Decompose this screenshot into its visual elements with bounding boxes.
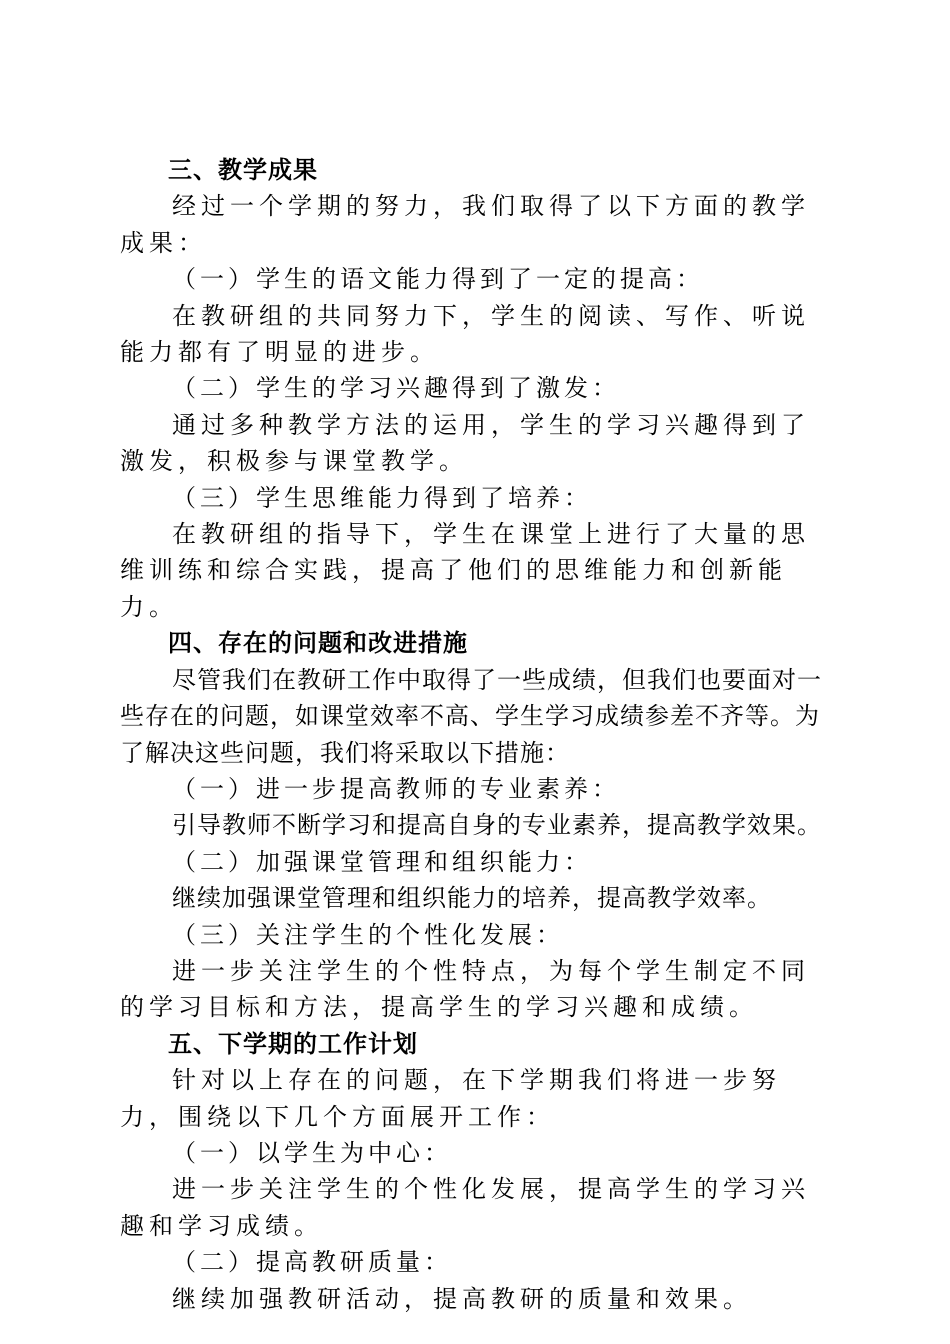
section-4-intro: 尽管我们在教研工作中取得了一些成绩，但我们也要面对一些存在的问题，如课堂效率不高、学生学习成绩参差不齐等。为了解决这些问题，我们将采取以下措施：: [120, 665, 822, 767]
section-5-item-2-body: 继续加强教研活动，提高教研的质量和效果。: [172, 1284, 752, 1313]
section-4-item-1-title: （一）进一步提高教师的专业素养：: [172, 774, 620, 803]
section-3-item-3-body: 在教研组的指导下，学生在课堂上进行了大量的思维训练和综合实践，提高了他们的思维能力和创新能力。: [120, 520, 810, 621]
section-4-item-2-body: 继续加强课堂管理和组织能力的培养，提高教学效率。: [172, 884, 772, 913]
section-4-item-3-title: （三）关注学生的个性化发展：: [172, 920, 564, 949]
section-5-item-1-title: （一）以学生为中心：: [172, 1138, 452, 1167]
section-5-heading: 五、下学期的工作计划: [168, 1029, 418, 1058]
section-3-item-3-title: （三）学生思维能力得到了培养：: [172, 483, 592, 512]
section-5-intro: 针对以上存在的问题，在下学期我们将进一步努力，围绕以下几个方面展开工作：: [120, 1066, 781, 1131]
section-3-intro: 经过一个学期的努力，我们取得了以下方面的教学成果：: [120, 192, 810, 257]
section-4-item-2-title: （二）加强课堂管理和组织能力：: [172, 847, 592, 876]
section-5-item-2-title: （二）提高教研质量：: [172, 1248, 452, 1277]
section-4-item-1-body: 引导教师不断学习和提高自身的专业素养，提高教学效果。: [172, 811, 822, 840]
section-5-item-1-body: 进一步关注学生的个性化发展，提高学生的学习兴趣和学习成绩。: [120, 1175, 810, 1240]
section-3-item-1-body: 在教研组的共同努力下，学生的阅读、写作、听说能力都有了明显的进步。: [120, 301, 810, 367]
section-3-item-2-title: （二）学生的学习兴趣得到了激发：: [172, 374, 620, 403]
section-3-item-1-title: （一）学生的语文能力得到了一定的提高：: [172, 265, 704, 294]
section-3-item-2-body: 通过多种教学方法的运用，学生的学习兴趣得到了激发，积极参与课堂教学。: [120, 410, 810, 476]
document-body: [120, 152, 835, 1317]
section-3-heading: 三、教学成果: [168, 156, 318, 184]
section-4-item-3-body: 进一步关注学生的个性特点，为每个学生制定不同的学习目标和方法，提高学生的学习兴趣和成绩。: [120, 956, 810, 1022]
section-4-heading: 四、存在的问题和改进措施: [168, 629, 468, 658]
